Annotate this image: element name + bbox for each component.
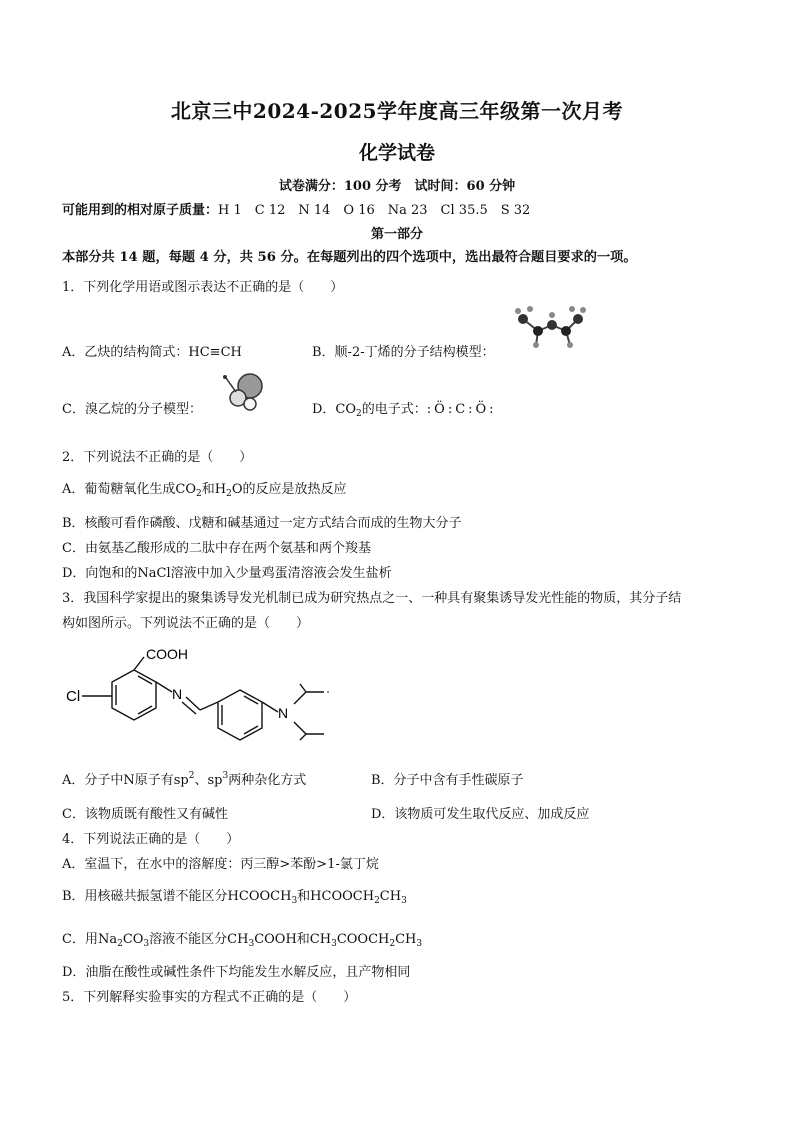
part-title: 第一部分 <box>370 227 423 242</box>
q2-a-text-1: A．葡萄糖氧化生成CO <box>62 482 196 497</box>
q2-a-text-2: 和H <box>201 482 227 497</box>
label-cl: Cl <box>66 688 81 705</box>
atomic-masses-values: H 1 C 12 N 14 O 16 Na 23 Cl 35.5 S 32 <box>218 203 531 218</box>
atomic-masses-label: 可能用到的相对原子质量： <box>62 203 219 218</box>
part-instructions: 本部分共 14 题，每题 4 分，共 56 分。在每题列出的四个选项中，选出最符合题目要求的一项。 <box>62 250 637 265</box>
exam-meta: 试卷满分：100 分考 试时间：60 分钟 <box>278 179 516 194</box>
q2-option-b: B．核酸可看作磷酸、戊糖和碱基通过一定方式结合而成的生物大分子 <box>62 516 462 531</box>
q4-c-text-3: 溶液不能区分CH <box>149 932 249 947</box>
q4-b-sub-3: 3 <box>401 896 407 906</box>
q4-b-text-1: B．用核磁共振氢谱不能区分HCOOCH <box>62 889 292 904</box>
q1-option-d-sub: 2 <box>356 409 362 419</box>
q4-c-text-5: COOCH <box>336 932 390 947</box>
exam-title: 北京三中2024-2025学年度高三年级第一次月考 <box>170 99 624 123</box>
q4-b-text-2: 和HCOOCH <box>297 889 375 904</box>
q4-b-sub-1: 3 <box>291 896 298 906</box>
q4-c-text-6: CH <box>395 932 417 947</box>
q4-option-b <box>62 885 407 906</box>
q1-option-c: C．溴乙烷的分子模型： <box>62 402 202 417</box>
co2-electron-formula: :Ö:C:Ö: <box>426 402 497 417</box>
q2-a-sub-2: 2 <box>226 489 232 499</box>
q4-c-sub-5: 2 <box>389 939 396 949</box>
q3-stem-line-2: 构如图所示。下列说法不正确的是（ ） <box>62 616 310 631</box>
atomic-masses <box>62 199 530 218</box>
q1-stem: 1．下列化学用语或图示表达不正确的是（ ） <box>62 280 344 295</box>
q1-option-d-prefix: D．CO <box>312 402 357 417</box>
q2-option-d: D．向饱和的NaCl溶液中加入少量鸡蛋清溶液会发生盐析 <box>62 566 392 581</box>
q4-c-text-2: CO <box>122 932 144 947</box>
q3-a-text-1: A．分子中N原子有sp <box>62 773 189 788</box>
q4-stem: 4．下列说法正确的是（ ） <box>62 832 240 847</box>
cis-2-butene-model-image <box>510 303 590 353</box>
bromoethane-model-image <box>220 372 268 410</box>
q3-option-c: C．该物质既有酸性又有碱性 <box>62 807 228 822</box>
q4-b-text-3: CH <box>379 889 402 904</box>
label-n-imine: N <box>172 686 183 702</box>
q4-c-sub-1: 2 <box>117 939 123 949</box>
q4-c-sub-4: 3 <box>331 939 337 949</box>
q1-option-d-suffix: 的电子式： <box>361 402 427 417</box>
exam-subtitle: 化学试卷 <box>358 142 435 164</box>
label-n-amine: N <box>278 705 289 721</box>
q5-stem: 5．下列解释实验事实的方程式不正确的是（ ） <box>62 990 357 1005</box>
label-cooh: COOH <box>146 646 188 662</box>
q4-c-sub-3: 3 <box>248 939 255 949</box>
q3-a-text-2: 、sp <box>194 773 223 788</box>
q3-molecule-structure <box>66 640 346 750</box>
q4-c-text-1: C．用Na <box>62 932 118 947</box>
q2-a-sub-1: 2 <box>196 489 202 499</box>
q2-stem: 2．下列说法不正确的是（ ） <box>62 450 253 465</box>
q3-option-d: D．该物质可发生取代反应、加成反应 <box>371 807 590 822</box>
q4-option-c <box>62 928 422 949</box>
q3-a-text-3: 两种杂化方式 <box>228 773 307 788</box>
q4-b-sub-2: 2 <box>374 896 380 906</box>
q2-option-c: C．由氨基乙酸形成的二肽中存在两个氨基和两个羧基 <box>62 541 371 556</box>
q4-c-sub-2: 3 <box>143 939 150 949</box>
q1-option-d <box>312 398 497 419</box>
q2-a-text-3: O的反应是放热反应 <box>231 482 347 497</box>
q4-c-text-4: COOH和CH <box>254 932 332 947</box>
q1-option-b: B．顺-2-丁烯的分子结构模型： <box>312 345 495 360</box>
q3-option-b: B．分子中含有手性碳原子 <box>371 773 524 788</box>
q3-a-sup-2: 3 <box>222 771 229 781</box>
q3-a-sup-1: 2 <box>188 771 195 781</box>
q4-c-sub-6: 3 <box>416 939 423 949</box>
q3-stem-line-1: 3．我国科学家提出的聚集诱导发光机制已成为研究热点之一、一种具有聚集诱导发光性能的物质，其分子结 <box>62 591 682 606</box>
q2-option-a <box>62 478 346 499</box>
q1-option-a: A．乙炔的结构简式：HC≡CH <box>62 345 242 360</box>
q4-option-d: D．油脂在酸性或碱性条件下均能发生水解反应，且产物相同 <box>62 965 411 980</box>
q3-option-a <box>62 769 306 788</box>
q4-option-a: A．室温下，在水中的溶解度：丙三醇>苯酚>1-氯丁烷 <box>62 857 379 872</box>
